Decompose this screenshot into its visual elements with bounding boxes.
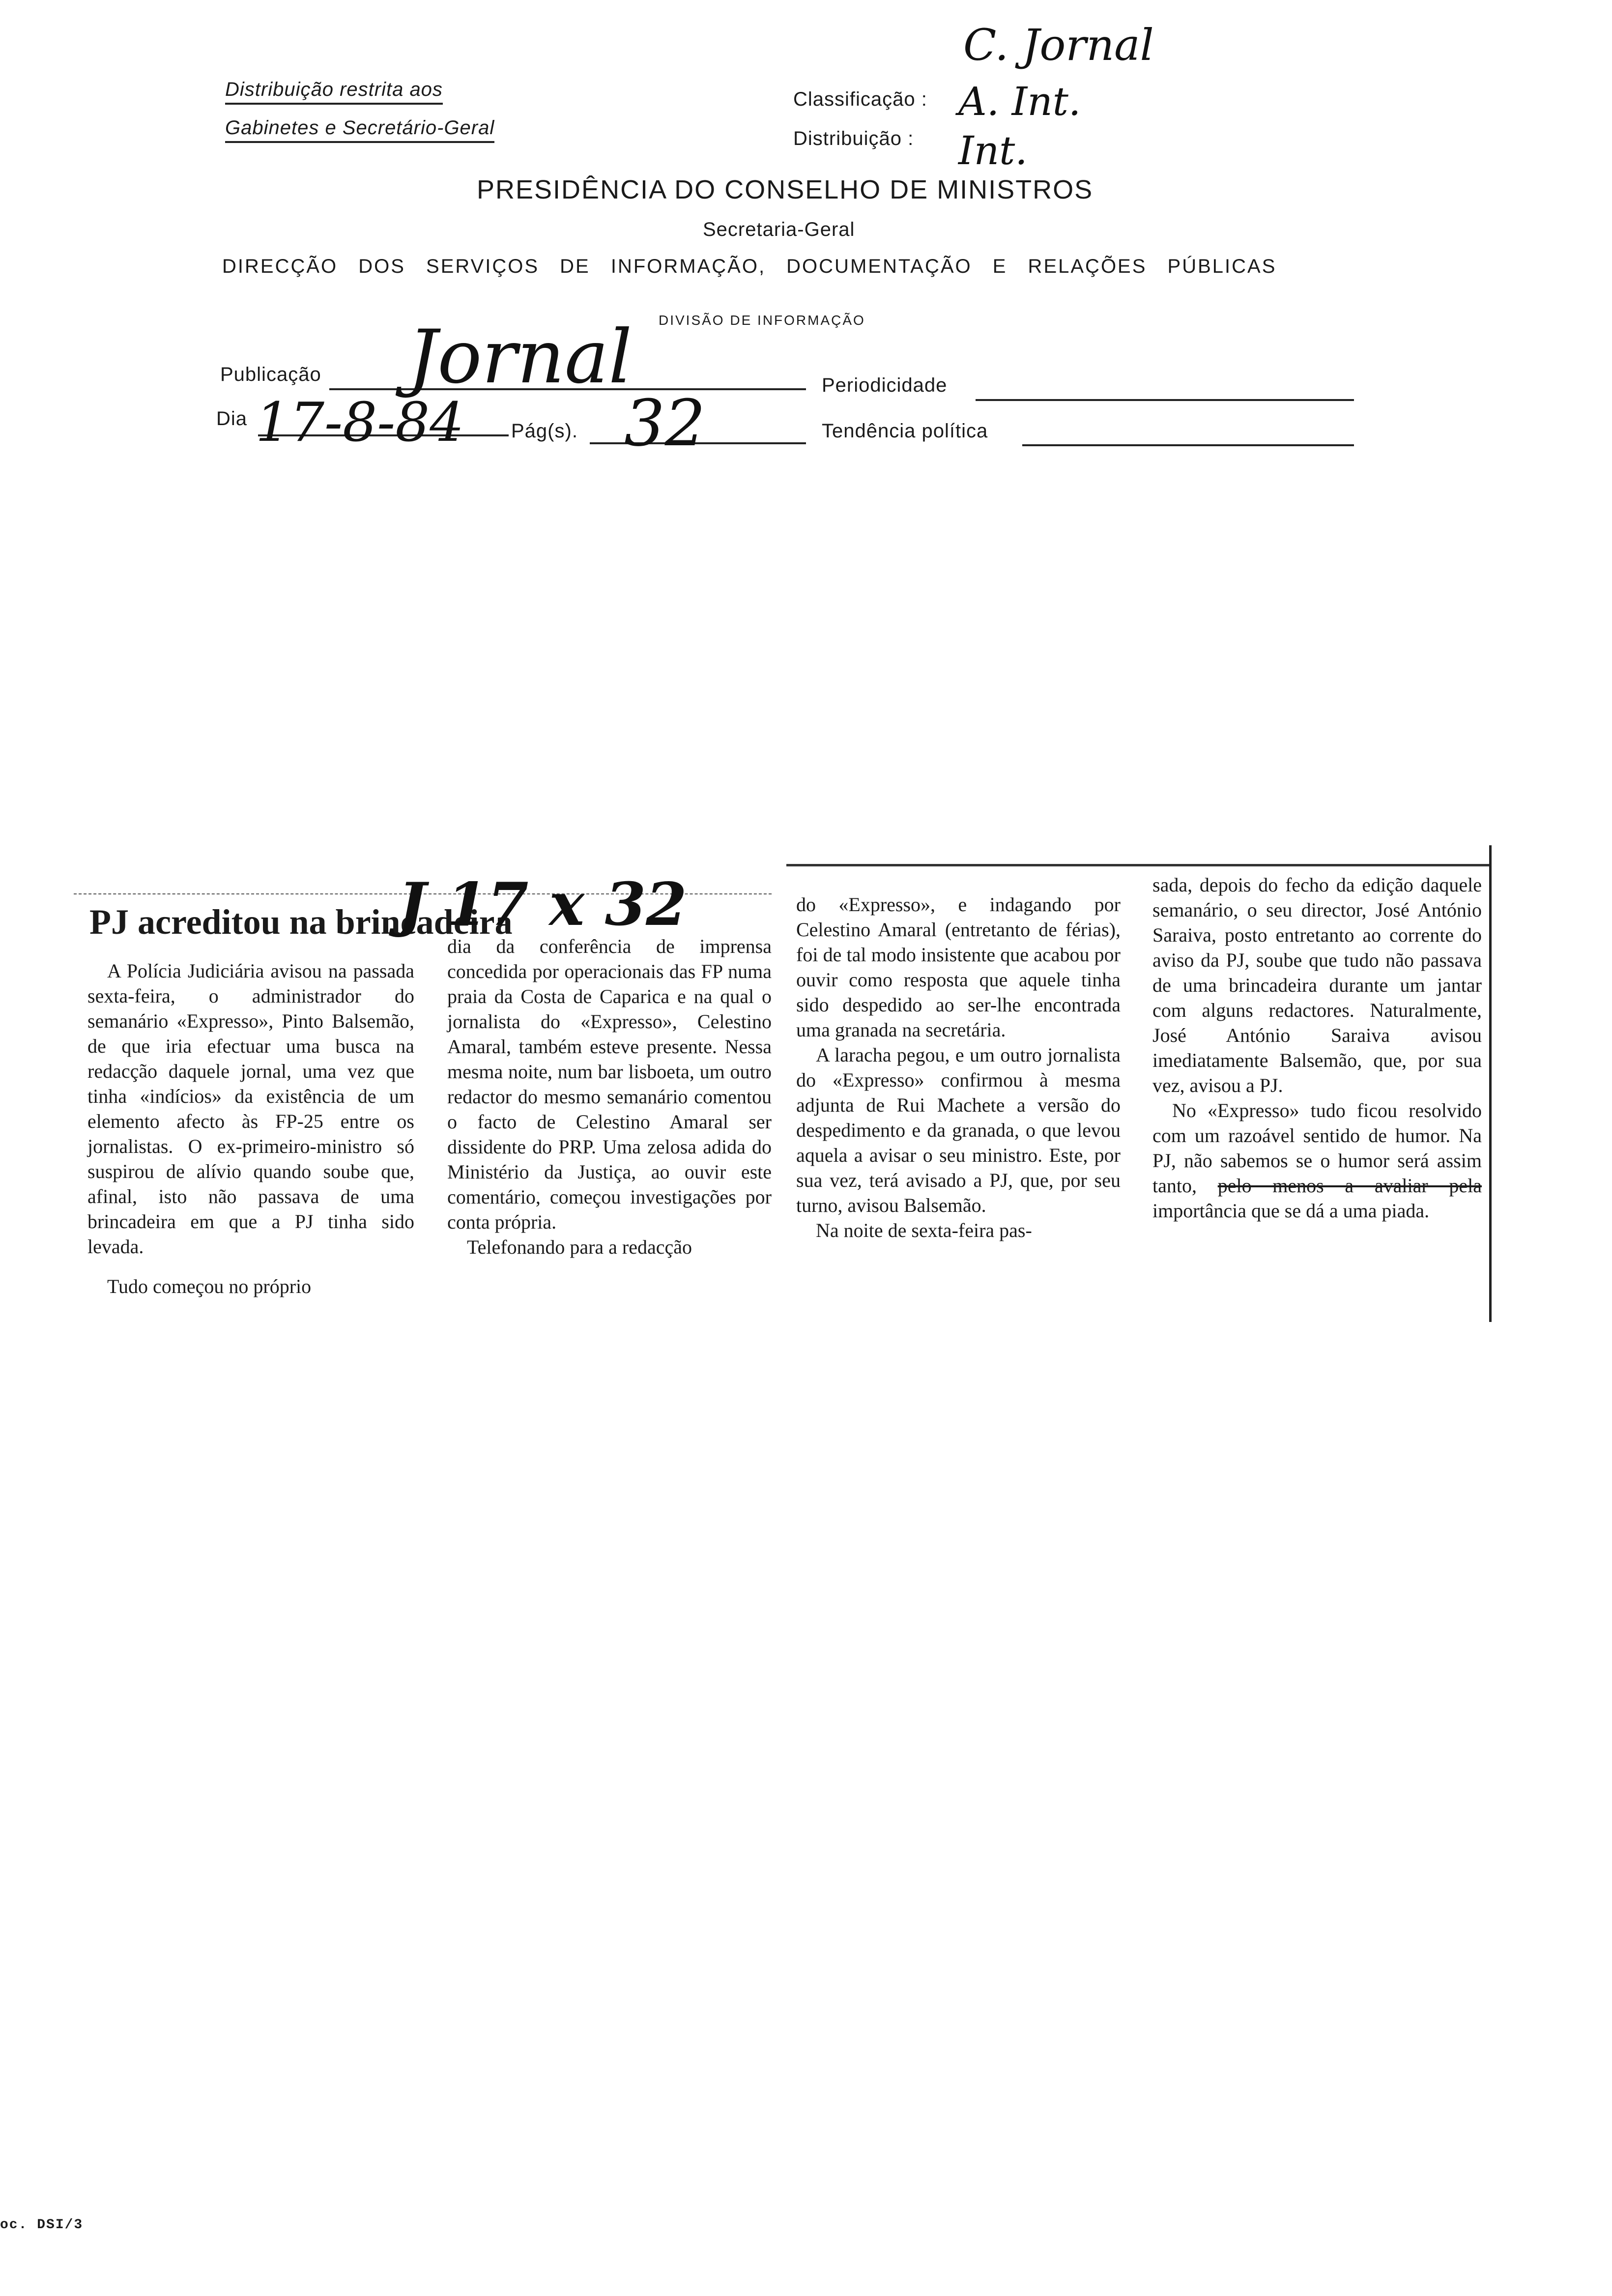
column-2-paragraph-2: Telefonando para a redacção [467,1236,692,1258]
column-4-paragraph-2 [1152,1098,1482,1223]
handwritten-classification: A. Int. [958,79,1081,124]
periodicity-fill-line [976,399,1354,401]
handwritten-distribution: Int. [958,128,1028,173]
agency-title: PRESIDÊNCIA DO CONSELHO DE MINISTROS [477,175,1094,204]
tendency-label: Tendência política [822,420,988,442]
publication-label: Publicação [220,364,321,385]
restricted-line-1: Distribuição restrita aos [225,79,443,105]
publication-value: Jornal [408,315,633,400]
handwritten-corner-note: C. Jornal [963,20,1154,70]
column-3-paragraph-2: A laracha pegou, e um outro jornalista do «Expresso» confirmou à mesma adjunta de Rui Machete a versão do despedimento e da granada, o que levou aquela a avisar o seu ministro. Este, por sua vez, terá avisado a PJ, que, por seu turno, avisou Balsemão. [796,1044,1121,1216]
pages-label: Pág(s). [511,420,578,442]
column-4-paragraph-1: sada, depois do fecho da edição daquele semanário, o seu director, José António Saraiva, posto entretanto ao corrente do aviso da PJ, soube que tudo não passava de uma brincadeira durante um jantar com alguns redactores. Naturalmente, José António Saraiva avisou imediatamente Balsemão, que, por sua vez, avisou a PJ. [1152,874,1482,1096]
article-headline: PJ acreditou na brincadeira [89,902,513,942]
periodicity-label: Periodicidade [822,374,948,396]
classification-label: Classificação : [793,88,927,110]
column-4-text: No «Expresso» tudo ficou resolvido com um razoável sentido de humor. Na PJ, não sabemos se o humor será assim tanto, [1152,1099,1482,1197]
clipping-top-edge-right [786,864,1489,866]
agency-subtitle: Secretaria-Geral [703,219,855,240]
column-1-paragraph-1: A Polícia Judiciária avisou na passada sexta-feira, o administrador do semanário «Expresso», Pinto Balsemão, de que iria efectuar uma busca na redacção daquele jornal, uma vez que tinha «indícios» da existência de um elemento afecto às FP-25 entre os jornalistas. O ex-primeiro-ministro só suspirou de alívio quando soube que, afinal, isto não passava de uma brincadeira em que a PJ tinha sido levada. [87,960,414,1258]
day-label: Dia [216,408,248,430]
column-3-paragraph-1: do «Expresso», e indagando por Celestino Amaral (entretanto de férias), foi de tal modo insistente que acabou por ouvir como resposta que aquele tinha sido despedido ao ser-lhe encontrada uma granada na secretária. [796,893,1121,1041]
column-1-paragraph-2: Tudo começou no próprio [107,1275,312,1297]
article-column-3 [796,892,1121,1243]
article-column-4 [1152,872,1482,1223]
clipping-right-edge [1489,845,1492,1322]
pages-value: 32 [624,386,706,460]
column-4-struck-text: pelo menos a avaliar pela [1217,1175,1482,1197]
tendency-fill-line [1022,444,1354,446]
article-column-1 [87,958,414,1299]
distribution-label: Distribuição : [793,128,914,149]
directorate-line: DIRECÇÃO DOS SERVIÇOS DE INFORMAÇÃO, DOCUMENTAÇÃO E RELAÇÕES PÚBLICAS [222,256,1277,277]
column-4-text-end: importância que se dá a uma piada. [1152,1200,1430,1222]
handwritten-clipping-annotation: J 17 x 32 [398,870,687,939]
division-label: DIVISÃO DE INFORMAÇÃO [659,313,865,328]
restricted-line-2: Gabinetes e Secretário-Geral [225,117,494,143]
column-2-paragraph-1: dia da conferência de imprensa concedida por operacionais das FP numa praia da Costa de Caparica e na qual o jornalista do «Expresso», Celestino Amaral, também esteve presente. Nessa mesma noite, num bar lisboeta, um outro redactor do mesmo semanário comentou o facto de Celestino Amaral ser dissidente do PRP. Uma zelosa adida do Ministério da Justiça, ao ouvir este comentário, começou investigações por conta própria. [447,935,772,1233]
day-value: 17-8-84 [256,391,464,454]
column-3-paragraph-3: Na noite de sexta-feira pas- [816,1219,1032,1241]
article-column-2 [447,934,772,1260]
footer-code: oc. DSI/3 [0,2217,84,2233]
